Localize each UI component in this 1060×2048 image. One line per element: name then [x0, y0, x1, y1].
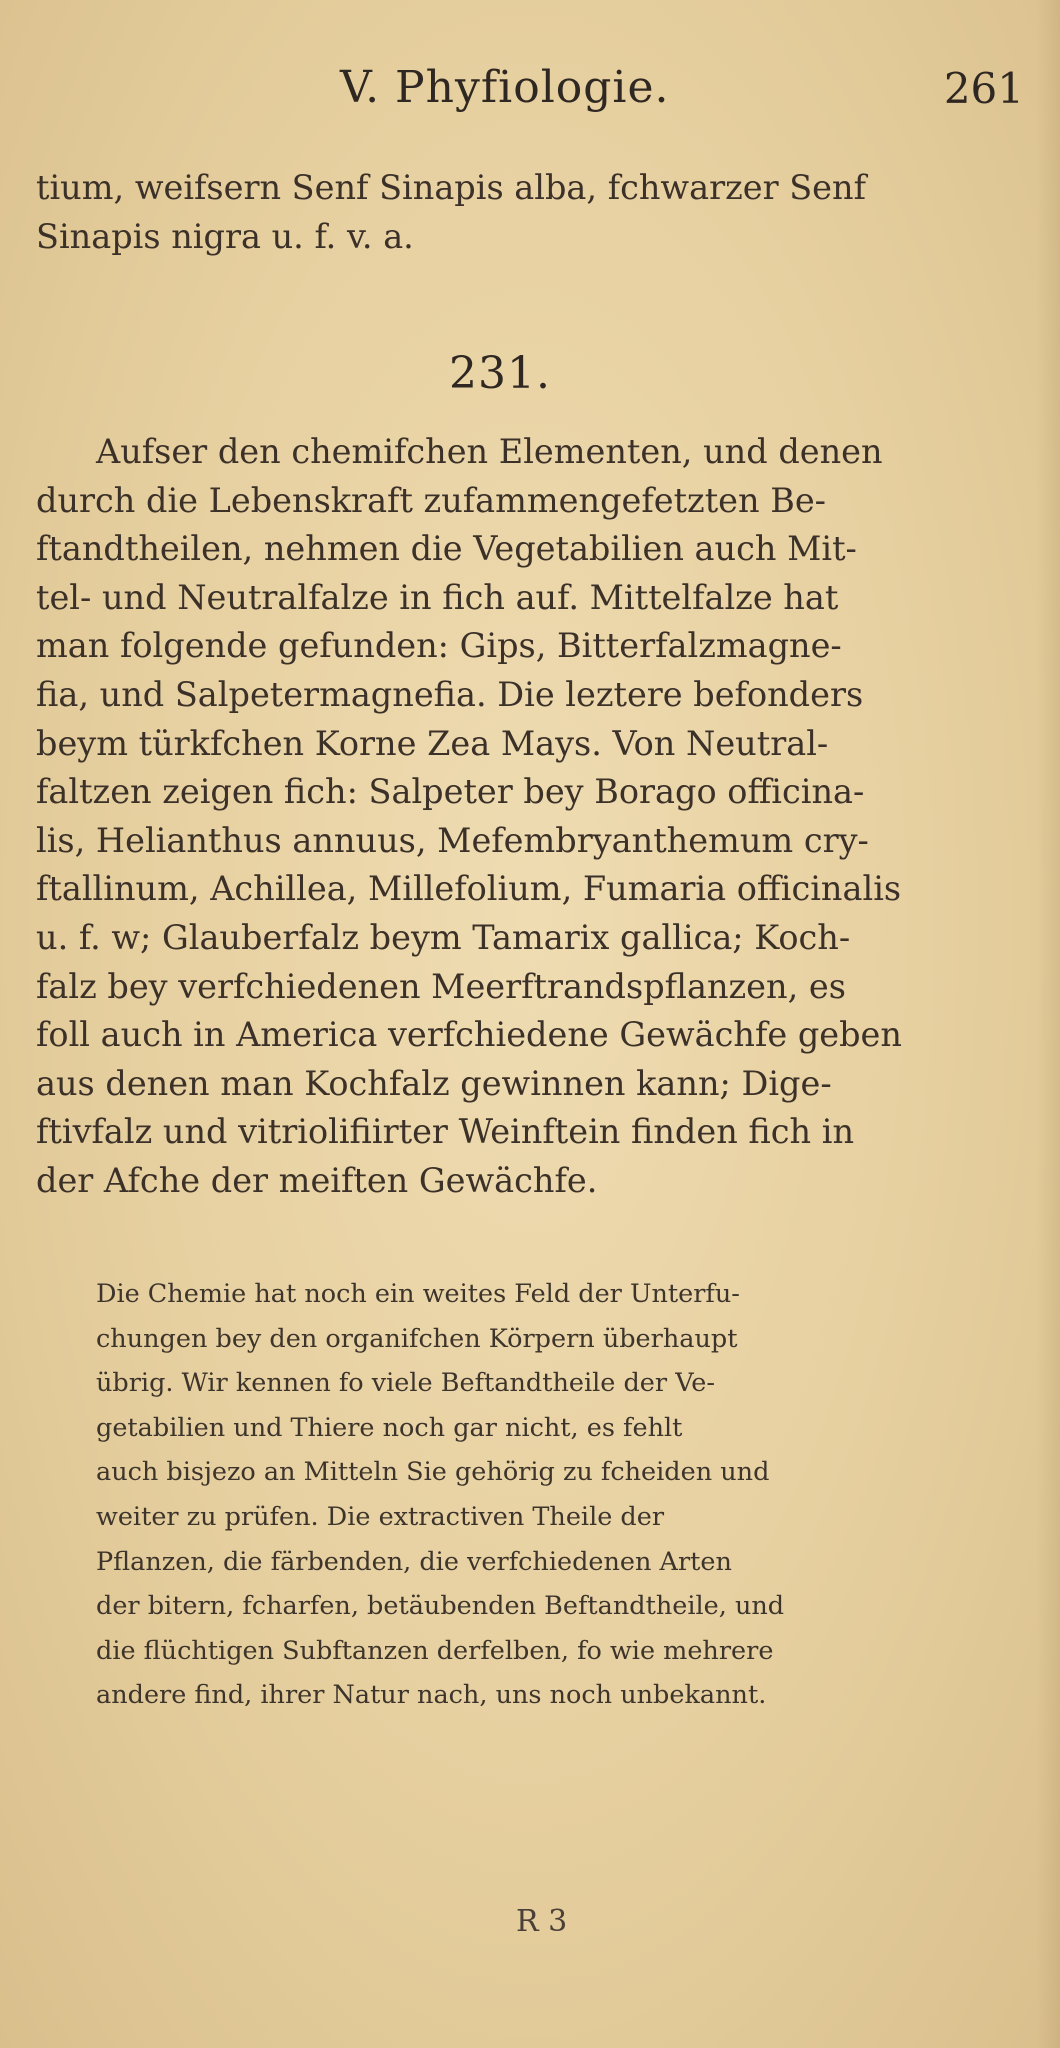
note-line: der bitern, fcharfen, betäubenden Beftandtheile, und	[96, 1591, 785, 1622]
text-line: Aufser den chemifchen Elementen, und denen	[96, 432, 883, 471]
note-line: weiter zu prüfen. Die extractiven Theile der	[96, 1501, 665, 1532]
note-line: Pflanzen, die färbenden, die verfchiedenen Arten	[96, 1546, 732, 1577]
page-number: 261	[943, 64, 1024, 113]
continuation-text	[36, 164, 1036, 261]
text-line: tel- und Neutralfalze in fich auf. Mittelfalze hat	[36, 577, 839, 617]
text-line: durch die Lebenskraft zufammengefetzten Be-	[36, 480, 826, 520]
section-number: 231.	[449, 348, 551, 399]
note-line: auch bisjezo an Mitteln Sie gehörig zu fcheiden und	[96, 1457, 770, 1488]
page-header	[0, 62, 1060, 122]
text-line: ftallinum, Achillea, Millefolium, Fumaria officinalis	[36, 869, 902, 909]
text-line: foll auch in America verfchiedene Gewächfe geben	[36, 1015, 902, 1055]
text-line: u. f. w; Glauberfalz beym Tamarix gallica; Koch-	[36, 917, 851, 957]
text-line: tium, weifsern Senf Sinapis alba, fchwarzer Senf	[36, 168, 866, 207]
body-paragraph	[36, 428, 1036, 1206]
text-line: faltzen zeigen fich: Salpeter bey Borago officina-	[36, 772, 865, 812]
note-line: übrig. Wir kennen fo viele Beftandtheile der Ve-	[96, 1368, 715, 1399]
note-line: die flüchtigen Subftanzen derfelben, fo wie mehrere	[96, 1635, 774, 1666]
text-line: aus denen man Kochfalz gewinnen kann; Dige-	[36, 1063, 832, 1103]
text-line: lis, Helianthus annuus, Mefembryanthemum cry-	[36, 820, 869, 860]
signature-mark: R 3	[516, 1904, 568, 1939]
note-line: getabilien und Thiere noch gar nicht, es fehlt	[96, 1412, 683, 1443]
page-edge-shade	[1036, 0, 1060, 2048]
note-line: Die Chemie hat noch ein weites Feld der Unterfu-	[96, 1279, 740, 1309]
text-line: der Afche der meiften Gewächfe.	[36, 1160, 598, 1200]
text-line: beym türkfchen Korne Zea Mays. Von Neutral-	[36, 723, 829, 763]
note-paragraph	[96, 1272, 996, 1718]
text-line: Sinapis nigra u. f. v. a.	[36, 216, 414, 256]
note-line: andere find, ihrer Natur nach, uns noch unbekannt.	[96, 1680, 767, 1711]
text-line: fia, und Salpetermagnefia. Die leztere befonders	[36, 674, 864, 714]
text-line: man folgende gefunden: Gips, Bitterfalzmagne-	[36, 626, 842, 666]
note-line: chungen bey den organifchen Körpern überhaupt	[96, 1323, 738, 1354]
text-line: ftandtheilen, nehmen die Vegetabilien auch Mit-	[36, 529, 857, 569]
text-line: ftivfalz und vitriolifiirter Weinftein finden fich in	[36, 1112, 855, 1152]
running-head: V. Phyfiologie.	[340, 62, 670, 113]
text-line: falz bey verfchiedenen Meerftrandspflanzen, es	[36, 966, 846, 1006]
